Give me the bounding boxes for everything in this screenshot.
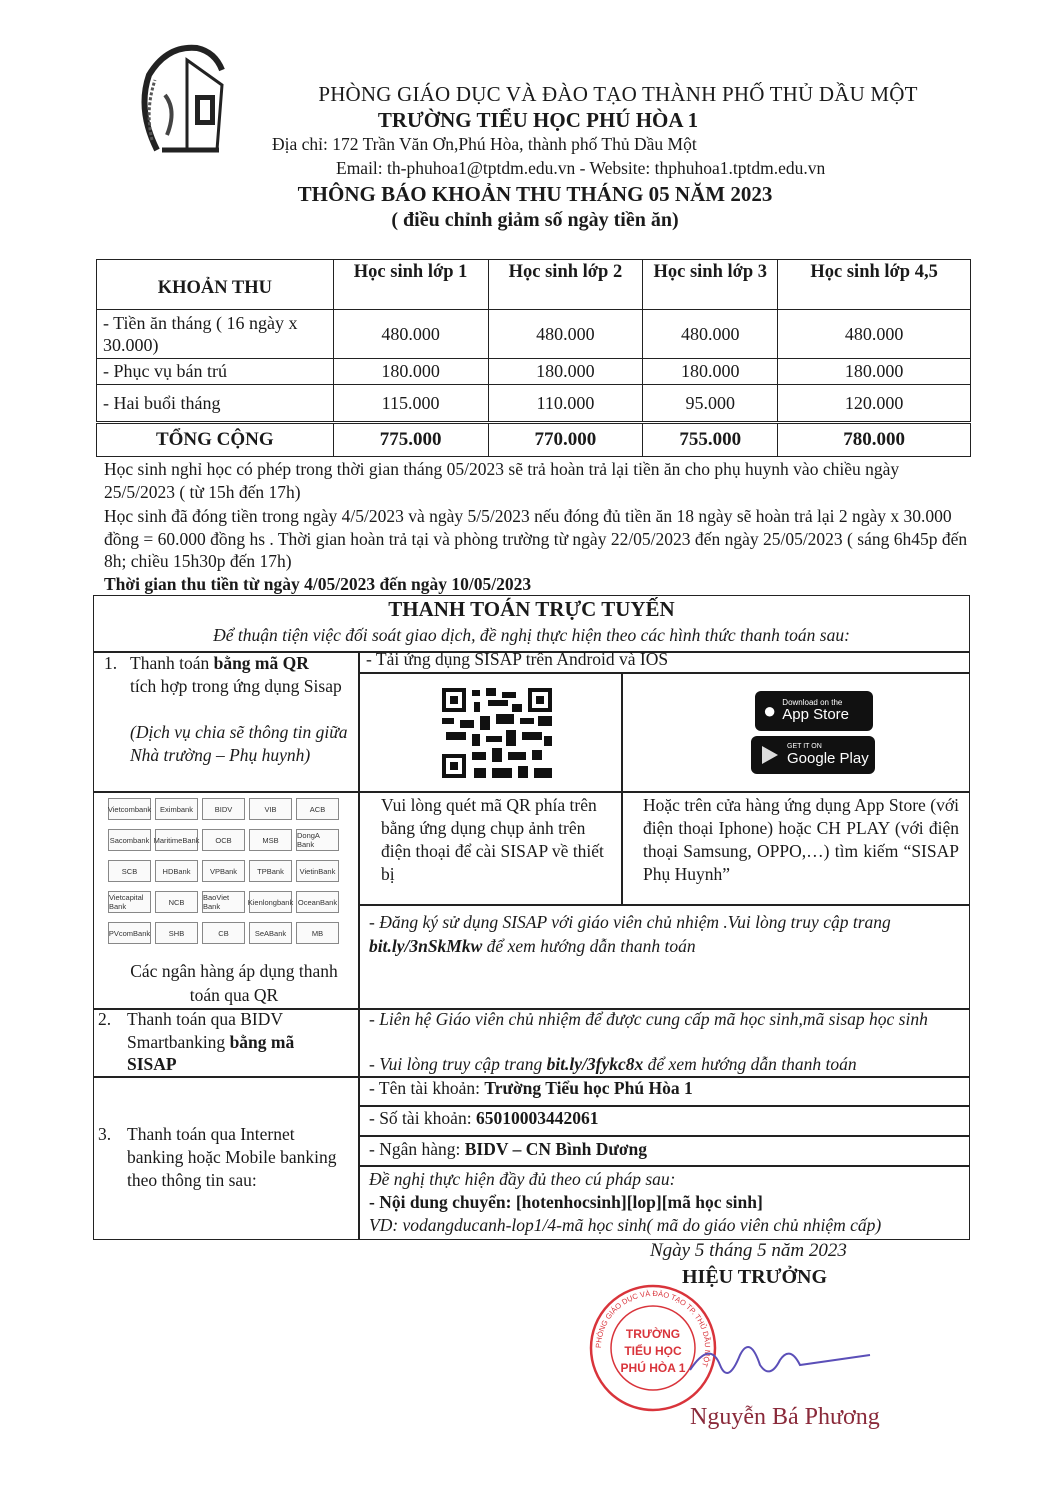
principal-name: Nguyễn Bá Phương [690,1404,880,1430]
method-2-number: 2. [98,1009,112,1029]
total-value: 780.000 [778,423,971,457]
cell-value: 110.000 [488,385,643,423]
cell-value: 180.000 [643,359,778,385]
method-2-guide: - Vui lòng truy cập trang bit.ly/3fykc8x để xem hướng dẫn thanh toán [369,1054,857,1074]
app-store-button[interactable] [755,691,873,731]
apple-icon: ● [763,698,777,723]
store-instructions: Hoặc trên cửa hàng ứng dụng App Store (với điện thoại Iphone) hoặc CH PLAY (với điện thoại Samsung, OPPO,…) tìm kiếm “SISAP Phụ Huynh” [643,795,959,884]
cell-value: 95.000 [643,385,778,423]
register-link[interactable]: bit.ly/3nSkMkw [369,936,483,956]
contact-line: Email: th-phuhoa1@tptdm.edu.vn - Website: thphuhoa1.tptdm.edu.vn [336,158,826,178]
principal-signature [680,1335,880,1395]
payment-title: THANH TOÁN TRỰC TUYẾN [388,597,675,621]
total-row [97,423,971,457]
method-3-number: 3. [98,1124,112,1144]
table-header-row [97,260,971,310]
bank-logo: SCB [108,860,151,882]
app-download-line: - Tải ứng dụng SISAP trên Android và IOS [366,649,669,669]
appstore-small-text: Download on the [782,697,843,707]
refund-detail-note: Học sinh đã đóng tiền trong ngày 4/5/2023 và ngày 5/5/2023 nếu đóng đủ tiền ăn 18 ngày sẽ hoàn trả lại 2 ngày x 30.000 đồng = 60.000 đồng hs . Thời gian hoàn trả tại và phòng trường từ ngày 22/05/2023 đến ngày 25/05/2023 ( sáng 6h45p đến 8h; chiều 15h30p đến 17h) [104,506,968,571]
account-number: - Số tài khoản: 65010003442061 [369,1108,599,1128]
cell-value: 180.000 [488,359,643,385]
bank-logo: OCB [202,829,245,851]
cell-value: 120.000 [778,385,971,423]
method-2-contact: - Liên hệ Giáo viên chủ nhiệm để được cung cấp mã học sinh,mã sisap học sinh [369,1009,928,1029]
bank-logo: Eximbank [155,798,198,820]
table-row [97,310,971,359]
row-label: - Phục vụ bán trú [97,359,334,385]
method-2-title: Thanh toán qua BIDV Smartbanking bằng mã SISAP [127,1009,295,1074]
total-label: TỔNG CỘNG [97,423,334,457]
payment-intro: Để thuận tiện việc đối soát giao dịch, đề nghị thực hiện theo các hình thức thanh toán sau: [213,625,850,645]
header-cell: Học sinh lớp 3 [643,260,778,310]
header-cell: KHOẢN THU [97,260,334,310]
qr-instructions: Vui lòng quét mã QR phía trên bằng ứng dụng chụp ảnh trên điện thoại để cài SISAP về thiết bị [381,795,604,884]
cell-value: 115.000 [333,385,488,423]
stamp-ring-text: PHÒNG GIÁO DỤC VÀ ĐÀO TẠO TP. THỦ DẦU MỘT [593,1288,713,1369]
bank-logo: Vietcapital Bank [108,891,151,913]
principal-title: HIỆU TRƯỞNG [682,1266,828,1288]
bank-logo: MSB [249,829,292,851]
bank-logo: SeABank [249,922,292,944]
total-value: 755.000 [643,423,778,457]
row-label: - Tiền ăn tháng ( 16 ngày x 30.000) [97,310,334,359]
department-name: PHÒNG GIÁO DỤC VÀ ĐÀO TẠO THÀNH PHỐ THỦ DẦU MỘT [318,82,918,106]
gplay-small-text: GET IT ON [787,743,822,751]
school-logo [137,40,227,158]
bank-logo: BaoViet Bank [202,891,245,913]
method-1-note: (Dịch vụ chia sẽ thông tin giữa Nhà trường – Phụ huynh) [130,722,348,765]
guide-link[interactable]: bit.ly/3fykc8x [546,1054,644,1074]
table-row [97,359,971,385]
bank-name: - Ngân hàng: BIDV – CN Bình Dương [369,1139,648,1159]
fee-table [96,259,971,457]
bank-logo: ACB [296,798,339,820]
bank-logo: VPBank [202,860,245,882]
cell-value: 180.000 [778,359,971,385]
school-name: TRƯỜNG TIỂU HỌC PHÚ HÒA 1 [377,108,699,132]
sisap-qr-code[interactable] [442,688,552,778]
bank-logo: OceanBank [296,891,339,913]
total-value: 775.000 [333,423,488,457]
bank-logo: Kienlongbank [249,891,292,913]
bank-logo: Vietcombank [108,798,151,820]
bank-logo: SHB [155,922,198,944]
collection-period: Thời gian thu tiền từ ngày 4/05/2023 đến ngày 10/05/2023 [104,574,532,594]
svg-text:TIỂU HỌC: TIỂU HỌC [624,1344,682,1358]
method-1-desc: tích hợp trong ứng dụng Sisap [130,676,342,696]
signing-date: Ngày 5 tháng 5 năm 2023 [650,1240,847,1261]
cell-value: 480.000 [333,310,488,359]
notice-subtitle: ( điều chỉnh giảm số ngày tiền ăn) [391,209,679,231]
svg-text:PHÚ HÒA 1: PHÚ HÒA 1 [620,1361,686,1375]
header-cell: Học sinh lớp 1 [333,260,488,310]
bank-logo: MaritimeBank [155,829,198,851]
transfer-syntax: - Nội dung chuyển: [hotenhocsinh][lop][mã học sinh] [369,1192,763,1212]
refund-note: Học sinh nghỉ học có phép trong thời gian tháng 05/2023 sẽ trả hoàn trả lại tiền ăn cho phụ huynh vào chiều ngày 25/5/2023 ( từ 15h đến 17h) [104,459,900,502]
svg-text:TRƯỜNG: TRƯỜNG [625,1327,681,1341]
bank-logo: MB [296,922,339,944]
bank-logo: BIDV [202,798,245,820]
method-3-title: Thanh toán qua Internet banking hoặc Mobile banking theo thông tin sau: [127,1124,337,1190]
bank-logo: TPBank [249,860,292,882]
bank-logo: DongA Bank [296,829,339,851]
cell-value: 480.000 [643,310,778,359]
cell-value: 180.000 [333,359,488,385]
header-cell: Học sinh lớp 2 [488,260,643,310]
play-icon [759,744,781,766]
gplay-big-text: Google Play [787,749,869,767]
appstore-big-text: App Store [782,706,850,724]
cell-value: 480.000 [778,310,971,359]
banks-caption: Các ngân hàng áp dụng thanh toán qua QR [130,961,338,1005]
online-payment-box [93,595,970,1240]
header-cell: Học sinh lớp 4,5 [778,260,971,310]
bank-logo: CB [202,922,245,944]
bank-logo: VIB [249,798,292,820]
syntax-intro: Đề nghị thực hiện đầy đủ theo cú pháp sau: [369,1169,676,1189]
notice-title: THÔNG BÁO KHOẢN THU THÁNG 05 NĂM 2023 [297,182,773,206]
bank-logo: NCB [155,891,198,913]
register-instructions: - Đăng ký sử dụng SISAP với giáo viên chủ nhiệm .Vui lòng truy cập trang bit.ly/3nSkMkw để xem hướng dẫn thanh toán [369,912,891,956]
method-1-number: 1. [104,653,118,673]
total-value: 770.000 [488,423,643,457]
row-label: - Hai buổi tháng [97,385,334,423]
cell-value: 480.000 [488,310,643,359]
bank-logo: Sacombank [108,829,151,851]
bank-logo: VietinBank [296,860,339,882]
transfer-example: VD: vodangducanh-lop1/4-mã học sinh( mã do giáo viên chủ nhiệm cấp) [369,1215,882,1235]
bank-logo: HDBank [155,860,198,882]
table-row [97,385,971,423]
google-play-button[interactable] [751,736,875,774]
school-address: Địa chỉ: 172 Trần Văn Ơn,Phú Hòa, thành phố Thủ Dầu Một [272,134,697,154]
account-name: - Tên tài khoản: Trường Tiểu học Phú Hòa 1 [369,1078,693,1098]
method-1-title: Thanh toán bằng mã QR [130,653,309,673]
bank-logo: PVcomBank [108,922,151,944]
